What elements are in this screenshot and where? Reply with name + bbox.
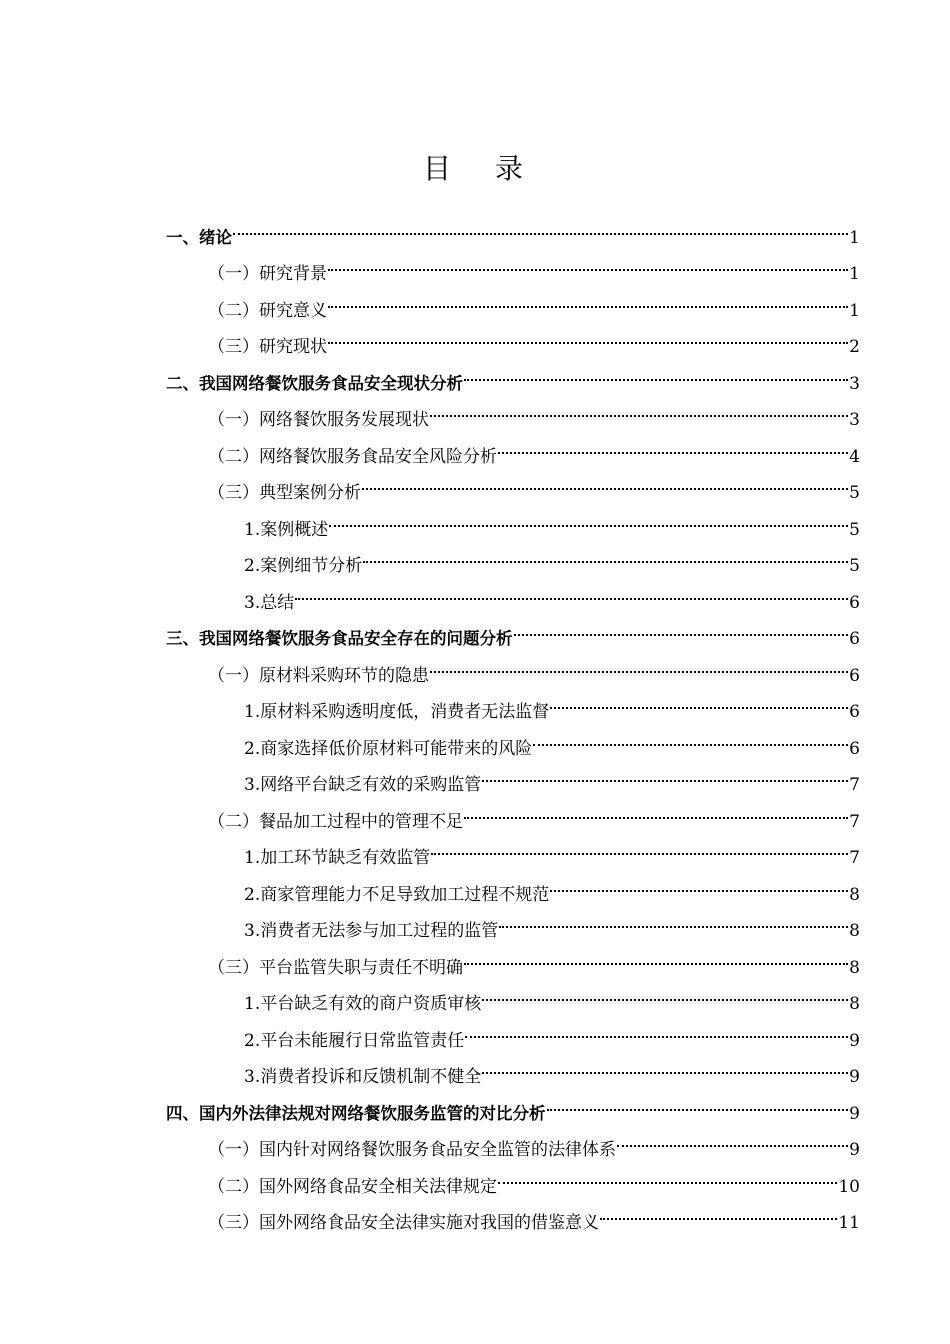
toc-dot-leader [464, 936, 848, 973]
toc-dot-leader [514, 608, 849, 645]
toc-entry-text: （二）网络餐饮服务食品安全风险分析 [208, 446, 497, 467]
toc-entry-text: 1.案例概述 [244, 519, 329, 540]
toc-page-number: 8 [849, 884, 860, 905]
toc-dot-leader [295, 571, 848, 608]
toc-page-number: 6 [849, 665, 860, 686]
toc-page-number: 9 [849, 1030, 860, 1051]
toc-page-number: 2 [849, 337, 860, 357]
toc-page-number: 6 [849, 702, 860, 722]
toc-entry-text: 1.原材料采购透明度低，消费者无法监督 [244, 702, 550, 722]
toc-entry-text: 二、我国网络餐饮服务食品安全现状分析 [166, 373, 463, 393]
toc-page-number: 5 [849, 556, 860, 576]
toc-page-number: 8 [849, 921, 860, 941]
toc-page-number: 7 [849, 848, 860, 868]
toc-dot-leader [233, 206, 848, 243]
toc-dot-leader [465, 1009, 848, 1046]
toc-page-number: 1 [849, 300, 860, 321]
toc-entry-text: （一）国内针对网络餐饮服务食品安全监管的法律体系 [208, 1140, 616, 1160]
toc-entry-text: 一、绪论 [166, 227, 232, 247]
toc-entry-text: （一）研究背景 [208, 264, 327, 284]
toc-page-number: 5 [849, 519, 860, 540]
table-of-contents [166, 206, 860, 1233]
toc-entry-text: 2.平台未能履行日常监管责任 [244, 1030, 465, 1051]
toc-dot-leader [430, 644, 848, 681]
toc-entry-text: 3.消费者投诉和反馈机制不健全 [244, 1067, 482, 1087]
toc-dot-leader [498, 1155, 837, 1192]
toc-entry-text: 2.商家选择低价原材料可能带来的风险 [244, 738, 533, 759]
toc-page-number: 1 [849, 264, 860, 284]
toc-entry-text: （二）研究意义 [208, 300, 327, 321]
toc-dot-leader [550, 863, 848, 900]
toc-entry-text: （三）平台监管失职与责任不明确 [208, 957, 463, 978]
toc-entry-text: （二）餐品加工过程中的管理不足 [208, 811, 463, 832]
toc-page-number: 9 [849, 1140, 860, 1160]
toc-entry-text: 三、我国网络餐饮服务食品安全存在的问题分析 [166, 629, 513, 648]
toc-entry-text: 四、国内外法律法规对网络餐饮服务监管的对比分析 [166, 1103, 546, 1123]
toc-page-number: 9 [849, 1067, 860, 1087]
toc-page-number: 8 [849, 957, 860, 978]
toc-dot-leader [600, 1192, 837, 1229]
toc-page-number: 7 [849, 811, 860, 832]
toc-entry-text: 1.加工环节缺乏有效监管 [244, 848, 431, 868]
toc-entry-text: 2.商家管理能力不足导致加工过程不规范 [244, 884, 550, 905]
toc-dot-leader [329, 498, 848, 535]
toc-page-number: 11 [838, 1213, 860, 1233]
toc-page-number: 8 [849, 994, 860, 1014]
toc-entry-text: （二）国外网络食品安全相关法律规定 [208, 1176, 497, 1197]
toc-page-number: 5 [849, 483, 860, 503]
toc-page-number: 1 [849, 227, 860, 248]
toc-page-number: 7 [849, 775, 860, 795]
toc-page-number: 3 [849, 373, 860, 394]
toc-page-number: 9 [849, 1103, 860, 1124]
toc-page-number: 6 [849, 592, 860, 613]
toc-dot-leader [328, 279, 848, 316]
toc-dot-leader [547, 1082, 849, 1119]
toc-dot-leader [499, 900, 848, 937]
toc-entry-text: 1.平台缺乏有效的商户资质审核 [244, 994, 482, 1014]
toc-entry[interactable] [166, 243, 860, 284]
toc-dot-leader [431, 827, 848, 864]
toc-dot-leader [328, 243, 848, 280]
page-title: 目录 [422, 151, 567, 185]
toc-dot-leader [482, 973, 848, 1010]
toc-dot-leader [482, 754, 848, 791]
toc-page-number: 6 [849, 629, 860, 649]
toc-dot-leader [363, 535, 848, 572]
toc-page-number: 4 [849, 446, 860, 467]
toc-entry[interactable] [166, 206, 860, 248]
toc-entry-text: （三）典型案例分析 [208, 483, 361, 503]
toc-entry-text: （三）研究现状 [208, 337, 327, 357]
toc-entry-text: 3.总结 [244, 592, 295, 613]
toc-entry-text: （一）原材料采购环节的隐患 [208, 665, 429, 686]
toc-entry-text: 3.消费者无法参与加工过程的监管 [244, 921, 499, 941]
toc-dot-leader [617, 1119, 848, 1156]
toc-page-number: 3 [849, 410, 860, 430]
toc-dot-leader [464, 352, 848, 389]
toc-dot-leader [550, 681, 848, 718]
toc-dot-leader [533, 717, 848, 754]
toc-entry-text: （一）网络餐饮服务发展现状 [208, 410, 429, 430]
toc-dot-leader [498, 425, 848, 462]
toc-dot-leader [430, 389, 848, 426]
toc-page-number: 10 [838, 1176, 860, 1197]
toc-dot-leader [464, 790, 848, 827]
toc-entry-text: （三）国外网络食品安全法律实施对我国的借鉴意义 [208, 1213, 599, 1233]
toc-entry-text: 2.案例细节分析 [244, 556, 363, 576]
toc-page-number: 6 [849, 738, 860, 759]
toc-entry-text: 3.网络平台缺乏有效的采购监管 [244, 775, 482, 795]
toc-dot-leader [482, 1046, 848, 1083]
toc-dot-leader [362, 462, 848, 499]
toc-dot-leader [328, 316, 848, 353]
